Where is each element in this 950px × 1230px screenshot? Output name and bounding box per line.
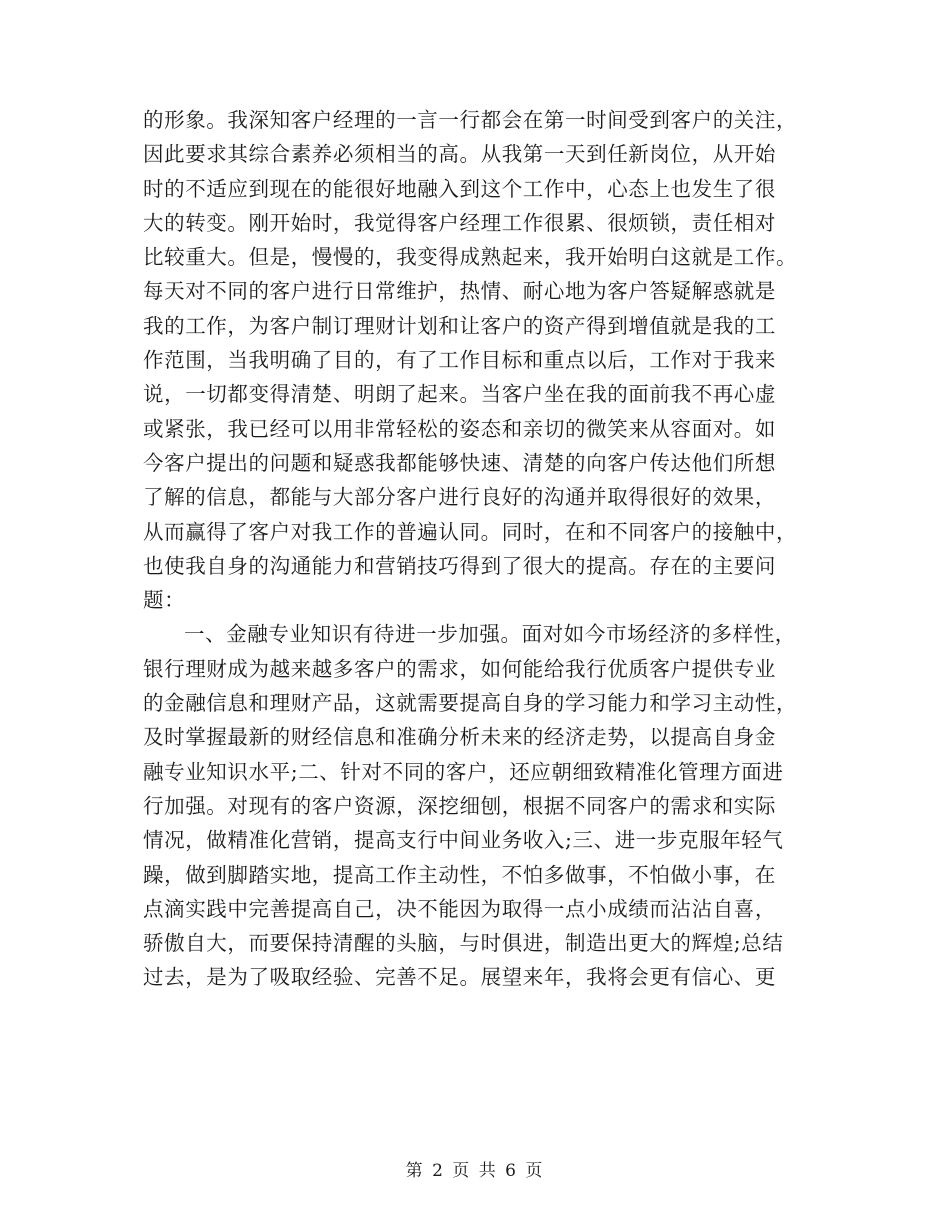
text-line: 作范围，当我明确了目的，有了工作目标和重点以后，工作对于我来 bbox=[143, 348, 776, 373]
text-line: 今客户提出的问题和疑惑我都能够快速、清楚的向客户传达他们所想 bbox=[143, 450, 776, 475]
text-line: 时的不适应到现在的能很好地融入到这个工作中，心态上也发生了很 bbox=[143, 176, 776, 201]
text-line: 的金融信息和理财产品，这就需要提高自身的学习能力和学习主动性， bbox=[143, 691, 798, 716]
text-line: 因此要求其综合素养必须相当的高。从我第一天到任新岗位，从开始 bbox=[143, 142, 776, 167]
text-line: 银行理财成为越来越多客户的需求，如何能给我行优质客户提供专业 bbox=[143, 656, 776, 681]
text-line: 说，一切都变得清楚、明朗了起来。当客户坐在我的面前我不再心虚 bbox=[143, 382, 776, 407]
text-line: 及时掌握最新的财经信息和准确分析未来的经济走势，以提高自身金 bbox=[143, 725, 776, 750]
paragraph-first-line: 一、金融专业知识有待进一步加强。面对如今市场经济的多样性， bbox=[184, 622, 796, 647]
text-line: 从而赢得了客户对我工作的普遍认同。同时，在和不同客户的接触中， bbox=[143, 519, 798, 544]
text-line: 过去，是为了吸取经验、完善不足。展望来年，我将会更有信心、更 bbox=[143, 965, 776, 990]
text-line: 行加强。对现有的客户资源，深挖细刨，根据不同客户的需求和实际 bbox=[143, 793, 776, 818]
text-line: 题： bbox=[143, 588, 186, 613]
body-text bbox=[143, 103, 823, 995]
text-line: 的形象。我深知客户经理的一言一行都会在第一时间受到客户的关注， bbox=[143, 108, 798, 132]
text-line: 躁，做到脚踏实地，提高工作主动性，不怕多做事，不怕做小事，在 bbox=[143, 862, 776, 887]
text-line: 骄傲自大，而要保持清醒的头脑，与时俱进，制造出更大的辉煌;总结 bbox=[143, 931, 784, 956]
text-line: 点滴实践中完善提高自己，决不能因为取得一点小成绩而沾沾自喜， bbox=[143, 896, 776, 921]
text-line: 我的工作，为客户制订理财计划和让客户的资产得到增值就是我的工 bbox=[143, 313, 776, 338]
text-line: 每天对不同的客户进行日常维护，热情、耐心地为客户答疑解惑就是 bbox=[143, 279, 776, 304]
text-line: 大的转变。刚开始时，我觉得客户经理工作很累、很烦锁，责任相对 bbox=[143, 210, 776, 235]
text-line: 融专业知识水平;二、针对不同的客户，还应朝细致精准化管理方面进 bbox=[143, 759, 784, 784]
text-line: 比较重大。但是，慢慢的，我变得成熟起来，我开始明白这就是工作。 bbox=[143, 245, 798, 270]
text-line: 情况，做精准化营销，提高支行中间业务收入;三、进一步克服年轻气 bbox=[143, 828, 784, 853]
text-line: 了解的信息，都能与大部分客户进行良好的沟通并取得很好的效果， bbox=[143, 485, 776, 510]
text-line: 也使我自身的沟通能力和营销技巧得到了很大的提高。存在的主要问 bbox=[143, 553, 776, 578]
page-number-footer: 第 2 页 共 6 页 bbox=[405, 1161, 545, 1181]
text-line: 或紧张，我已经可以用非常轻松的姿态和亲切的微笑来从容面对。如 bbox=[143, 416, 776, 441]
